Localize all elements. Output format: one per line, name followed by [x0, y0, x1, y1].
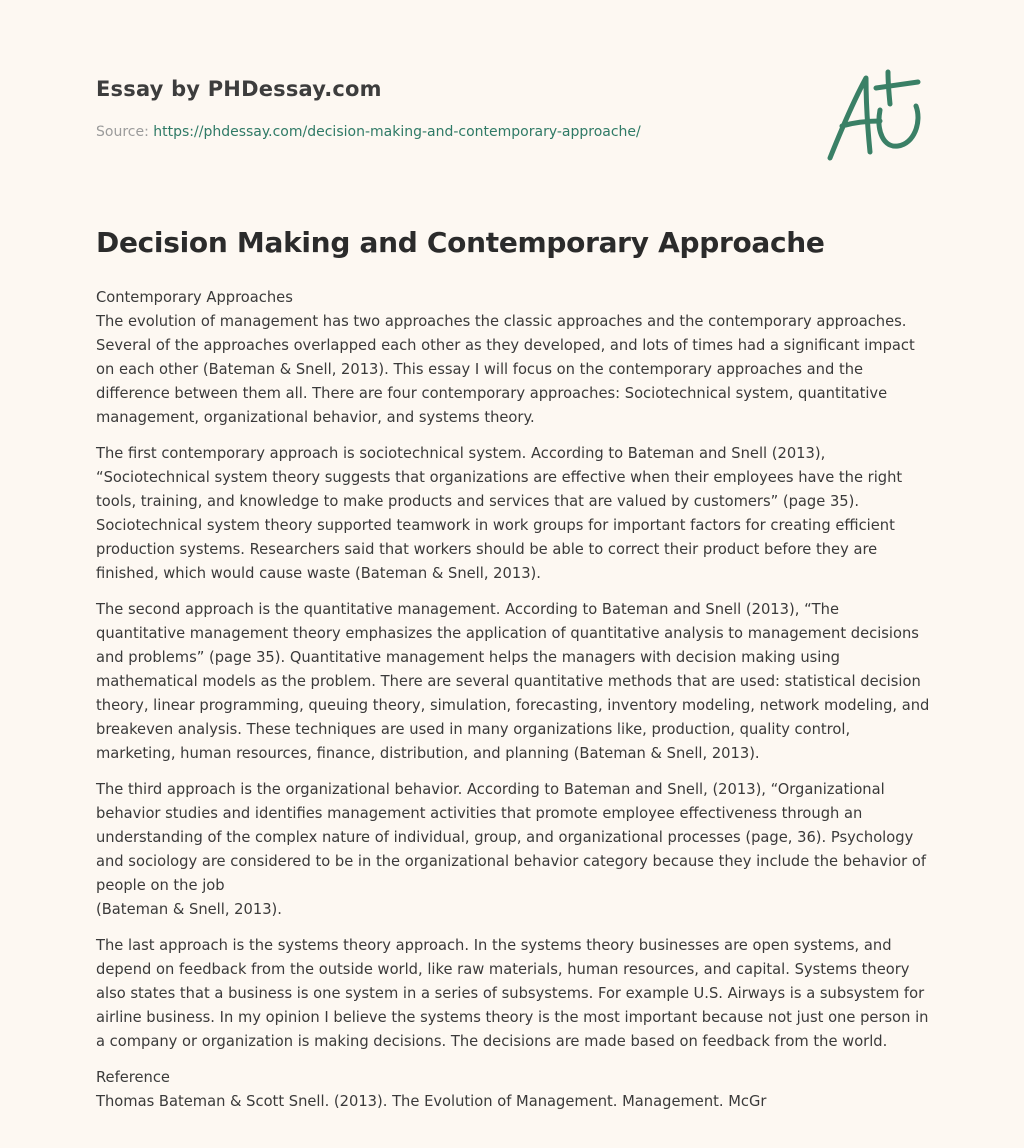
a-plus-logo-icon [822, 66, 930, 166]
reference-heading: Reference [96, 1069, 170, 1086]
paragraph-sociotechnical: The first contemporary approach is sociotechnical system. According to Bateman and Snell (2013), “Sociotechnical system theory suggests that organizations are effective when their employees have the right tools, training, and knowledge to make products and services that are valued by customers” (page 35). Sociotechnical system theory supported teamwork in work groups for important factors for creating efficient production systems. Researchers said that workers should be able to correct their product before they are finished, which would cause waste (Bateman & Snell, 2013). [96, 445, 903, 582]
paragraph-organizational: The third approach is the organizational behavior. According to Bateman and Snell, (2013), “Organizational behavior studies and identifies management activities that promote employee effectiveness through an understanding of the complex nature of individual, group, and organizational processes (page, 36). Psychology and sociology are considered to be in the organizational behavior category because they include the behavior of people on the job (Bateman & Snell, 2013). [96, 781, 927, 918]
site-brand: Essay by PHDessay.com [96, 77, 382, 101]
paragraph-quantitative: The second approach is the quantitative management. According to Bateman and Snell (2013), “The quantitative management theory emphasizes the application of quantitative analysis to management decisions and problems” (page 35). Quantitative management helps the managers with decision making using mathematical models as the problem. There are several quantitative methods that are used: statistical decision theory, linear programming, queuing theory, simulation, forecasting, inventory modeling, network modeling, and breakeven analysis. These techniques are used in many organizations like, production, quality control, marketing, human resources, finance, distribution, and planning (Bateman & Snell, 2013). [96, 601, 930, 762]
reference-block [96, 1066, 930, 1114]
source-link[interactable]: https://phdessay.com/decision-making-and-contemporary-approache/ [153, 124, 641, 140]
source-label: Source: [96, 124, 154, 140]
essay-body [96, 286, 930, 1126]
paragraph-systems-theory: The last approach is the systems theory approach. In the systems theory businesses are open systems, and depend on feedback from the outside world, like raw materials, human resources, and capital. Systems theory also states that a business is one system in a series of subsystems. For example U.S. Airways is a subsystem for airline business. In my opinion I believe the systems theory is the most important because not just one person in a company or organization is making decisions. The decisions are made based on feedback from the world. [96, 937, 929, 1050]
reference-text: Thomas Bateman & Scott Snell. (2013). The Evolution of Management. Management. McGr [96, 1093, 767, 1110]
section-heading: Contemporary Approaches [96, 289, 293, 306]
source-line [96, 124, 641, 140]
paragraph-intro [96, 286, 930, 430]
paragraph-text: The evolution of management has two approaches the classic approaches and the contemporary approaches. Several of the approaches overlapped each other as they developed, and lots of times had a significant impact on each other (Bateman & Snell, 2013). This essay I will focus on the contemporary approaches and the difference between them all. There are four contemporary approaches: Sociotechnical system, quantitative management, organizational behavior, and systems theory. [96, 313, 915, 426]
essay-title: Decision Making and Contemporary Approache [96, 226, 825, 259]
